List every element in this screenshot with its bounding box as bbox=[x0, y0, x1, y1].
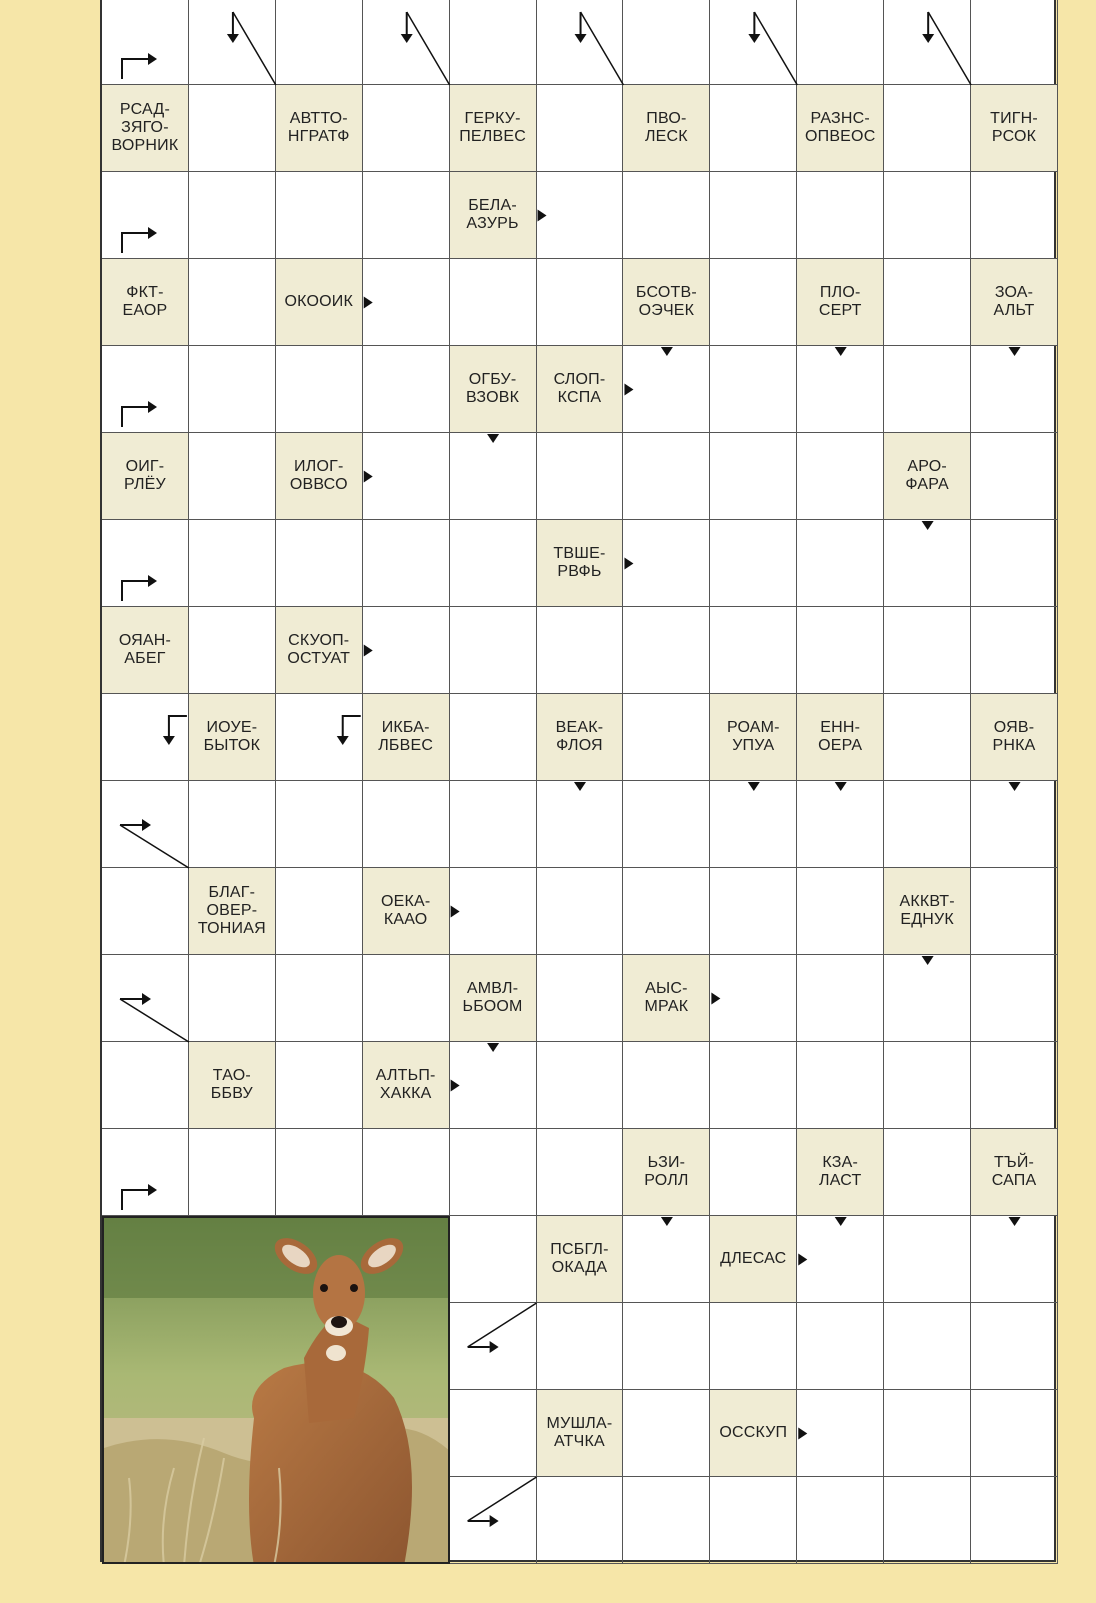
answer-cell[interactable] bbox=[971, 607, 1058, 694]
answer-cell[interactable] bbox=[450, 607, 537, 694]
answer-cell[interactable] bbox=[884, 0, 971, 85]
answer-cell[interactable] bbox=[971, 520, 1058, 607]
answer-cell[interactable] bbox=[623, 346, 710, 433]
answer-cell[interactable] bbox=[797, 607, 884, 694]
answer-cell[interactable] bbox=[884, 1042, 971, 1129]
answer-cell[interactable] bbox=[710, 346, 797, 433]
answer-cell[interactable] bbox=[884, 259, 971, 346]
answer-cell[interactable] bbox=[884, 1303, 971, 1390]
answer-cell[interactable] bbox=[623, 607, 710, 694]
clue-cell: ИЛОГ- ОВВСО bbox=[276, 433, 363, 520]
answer-cell[interactable] bbox=[363, 520, 450, 607]
answer-cell[interactable] bbox=[884, 781, 971, 868]
answer-cell[interactable] bbox=[537, 1477, 624, 1564]
answer-cell[interactable] bbox=[276, 346, 363, 433]
answer-cell[interactable] bbox=[450, 868, 537, 955]
clue-cell: ОЯАН- АБЕГ bbox=[102, 607, 189, 694]
answer-cell[interactable] bbox=[450, 520, 537, 607]
clue-cell: ЕНН- ОЕРА bbox=[797, 694, 884, 781]
answer-cell[interactable] bbox=[971, 955, 1058, 1042]
answer-cell[interactable] bbox=[363, 0, 450, 85]
clue-cell: ИОУЕ- БЫТОК bbox=[189, 694, 276, 781]
answer-cell[interactable] bbox=[450, 1042, 537, 1129]
clue-cell: АККВТ- ЕДНУК bbox=[884, 868, 971, 955]
clue-cell: КЗА- ЛАСТ bbox=[797, 1129, 884, 1216]
clue-cell: ТЪЙ- САПА bbox=[971, 1129, 1058, 1216]
answer-cell[interactable] bbox=[189, 781, 276, 868]
answer-cell[interactable] bbox=[450, 433, 537, 520]
answer-cell[interactable] bbox=[102, 1129, 189, 1216]
answer-cell[interactable] bbox=[797, 868, 884, 955]
answer-cell[interactable] bbox=[710, 607, 797, 694]
answer-cell[interactable] bbox=[623, 781, 710, 868]
answer-cell[interactable] bbox=[102, 520, 189, 607]
answer-cell[interactable] bbox=[189, 607, 276, 694]
answer-cell[interactable] bbox=[797, 346, 884, 433]
answer-cell[interactable] bbox=[276, 172, 363, 259]
answer-cell[interactable] bbox=[450, 1390, 537, 1477]
answer-cell[interactable] bbox=[710, 85, 797, 172]
answer-cell[interactable] bbox=[884, 85, 971, 172]
answer-cell[interactable] bbox=[537, 1042, 624, 1129]
answer-cell[interactable] bbox=[971, 781, 1058, 868]
answer-cell[interactable] bbox=[971, 1477, 1058, 1564]
answer-cell[interactable] bbox=[537, 955, 624, 1042]
answer-cell[interactable] bbox=[537, 433, 624, 520]
answer-cell[interactable] bbox=[102, 694, 189, 781]
answer-cell[interactable] bbox=[363, 259, 450, 346]
answer-cell[interactable] bbox=[537, 259, 624, 346]
answer-cell[interactable] bbox=[450, 259, 537, 346]
answer-cell[interactable] bbox=[797, 1042, 884, 1129]
answer-cell[interactable] bbox=[363, 607, 450, 694]
answer-cell[interactable] bbox=[884, 1129, 971, 1216]
answer-cell[interactable] bbox=[710, 781, 797, 868]
clue-cell: МУШЛА- АТЧКА bbox=[537, 1390, 624, 1477]
answer-cell[interactable] bbox=[971, 346, 1058, 433]
clue-cell: АВТТО- НГРАТФ bbox=[276, 85, 363, 172]
clue-cell: ДЛЕСАС bbox=[710, 1216, 797, 1303]
clue-cell: ОЯВ- РНКА bbox=[971, 694, 1058, 781]
answer-cell[interactable] bbox=[884, 607, 971, 694]
answer-cell[interactable] bbox=[797, 955, 884, 1042]
deer-image bbox=[104, 1218, 450, 1564]
clue-cell: ОССКУП bbox=[710, 1390, 797, 1477]
answer-cell[interactable] bbox=[971, 1216, 1058, 1303]
crossword-board bbox=[100, 0, 1056, 1562]
clue-cell: СЛОП- КСПА bbox=[537, 346, 624, 433]
clue-cell: АЫС- МРАК bbox=[623, 955, 710, 1042]
answer-cell[interactable] bbox=[971, 1303, 1058, 1390]
answer-cell[interactable] bbox=[189, 0, 276, 85]
answer-cell[interactable] bbox=[102, 1042, 189, 1129]
clue-cell: БЛАГ- ОВЕР- ТОНИАЯ bbox=[189, 868, 276, 955]
answer-cell[interactable] bbox=[102, 0, 189, 85]
answer-cell[interactable] bbox=[623, 694, 710, 781]
answer-cell[interactable] bbox=[797, 433, 884, 520]
answer-cell[interactable] bbox=[537, 172, 624, 259]
answer-cell[interactable] bbox=[189, 172, 276, 259]
answer-cell[interactable] bbox=[797, 1390, 884, 1477]
answer-cell[interactable] bbox=[537, 1129, 624, 1216]
answer-cell[interactable] bbox=[450, 1303, 537, 1390]
answer-cell[interactable] bbox=[363, 955, 450, 1042]
answer-cell[interactable] bbox=[884, 346, 971, 433]
answer-cell[interactable] bbox=[710, 955, 797, 1042]
answer-cell[interactable] bbox=[710, 1129, 797, 1216]
clue-cell: ПВО- ЛЕСК bbox=[623, 85, 710, 172]
clue-cell: ИКБА- ЛБВЕС bbox=[363, 694, 450, 781]
answer-cell[interactable] bbox=[363, 85, 450, 172]
answer-cell[interactable] bbox=[797, 1303, 884, 1390]
clue-cell: ПЛО- СЕРТ bbox=[797, 259, 884, 346]
answer-cell[interactable] bbox=[797, 1477, 884, 1564]
answer-cell[interactable] bbox=[450, 0, 537, 85]
answer-cell[interactable] bbox=[710, 172, 797, 259]
answer-cell[interactable] bbox=[623, 0, 710, 85]
answer-cell[interactable] bbox=[537, 868, 624, 955]
answer-cell[interactable] bbox=[797, 172, 884, 259]
clue-cell: СКУОП- ОСТУАТ bbox=[276, 607, 363, 694]
answer-cell[interactable] bbox=[710, 0, 797, 85]
answer-cell[interactable] bbox=[623, 1216, 710, 1303]
answer-cell[interactable] bbox=[710, 433, 797, 520]
answer-cell[interactable] bbox=[276, 1129, 363, 1216]
clue-cell: ГЕРКУ- ПЕЛВЕС bbox=[450, 85, 537, 172]
answer-cell[interactable] bbox=[276, 0, 363, 85]
answer-cell[interactable] bbox=[363, 1129, 450, 1216]
answer-cell[interactable] bbox=[971, 172, 1058, 259]
answer-cell[interactable] bbox=[189, 520, 276, 607]
answer-cell[interactable] bbox=[102, 346, 189, 433]
answer-cell[interactable] bbox=[189, 85, 276, 172]
answer-cell[interactable] bbox=[710, 1477, 797, 1564]
clue-cell: ОЕКА- КААО bbox=[363, 868, 450, 955]
answer-cell[interactable] bbox=[623, 1390, 710, 1477]
clue-cell: ОКООИК bbox=[276, 259, 363, 346]
answer-cell[interactable] bbox=[189, 1129, 276, 1216]
clue-cell: АЛТЬП- ХАККА bbox=[363, 1042, 450, 1129]
clue-cell: РСАД- ЗЯГО- ВОРНИК bbox=[102, 85, 189, 172]
clue-cell: БЕЛА- АЗУРЬ bbox=[450, 172, 537, 259]
answer-cell[interactable] bbox=[102, 868, 189, 955]
clue-cell: ТИГН- РСОК bbox=[971, 85, 1058, 172]
answer-cell[interactable] bbox=[189, 259, 276, 346]
answer-cell[interactable] bbox=[623, 172, 710, 259]
answer-cell[interactable] bbox=[276, 955, 363, 1042]
answer-cell[interactable] bbox=[884, 1390, 971, 1477]
answer-cell[interactable] bbox=[623, 433, 710, 520]
clue-cell: АРО- ФАРА bbox=[884, 433, 971, 520]
answer-cell[interactable] bbox=[450, 1129, 537, 1216]
answer-cell[interactable] bbox=[102, 955, 189, 1042]
clue-cell: ТВШЕ- РВФЬ bbox=[537, 520, 624, 607]
answer-cell[interactable] bbox=[710, 259, 797, 346]
clue-cell: ОГБУ- ВЗОВК bbox=[450, 346, 537, 433]
answer-cell[interactable] bbox=[363, 781, 450, 868]
answer-cell[interactable] bbox=[884, 1216, 971, 1303]
answer-cell[interactable] bbox=[537, 85, 624, 172]
answer-cell[interactable] bbox=[971, 433, 1058, 520]
answer-cell[interactable] bbox=[537, 607, 624, 694]
answer-cell[interactable] bbox=[797, 520, 884, 607]
answer-cell[interactable] bbox=[971, 868, 1058, 955]
answer-cell[interactable] bbox=[363, 433, 450, 520]
clue-cell: ЬЗИ- РОЛЛ bbox=[623, 1129, 710, 1216]
answer-cell[interactable] bbox=[971, 0, 1058, 85]
answer-cell[interactable] bbox=[971, 1390, 1058, 1477]
answer-cell[interactable] bbox=[276, 781, 363, 868]
answer-cell[interactable] bbox=[189, 346, 276, 433]
answer-cell[interactable] bbox=[797, 0, 884, 85]
answer-cell[interactable] bbox=[537, 781, 624, 868]
answer-cell[interactable] bbox=[450, 1477, 537, 1564]
answer-cell[interactable] bbox=[363, 346, 450, 433]
clue-cell: БСОТВ- ОЭЧЕК bbox=[623, 259, 710, 346]
answer-cell[interactable] bbox=[189, 433, 276, 520]
answer-cell[interactable] bbox=[276, 1042, 363, 1129]
answer-cell[interactable] bbox=[363, 172, 450, 259]
answer-cell[interactable] bbox=[623, 868, 710, 955]
clue-cell: РОАМ- УПУА bbox=[710, 694, 797, 781]
answer-cell[interactable] bbox=[710, 1042, 797, 1129]
answer-cell[interactable] bbox=[102, 172, 189, 259]
clue-cell: ЗОА- АЛЬТ bbox=[971, 259, 1058, 346]
answer-cell[interactable] bbox=[450, 1216, 537, 1303]
clue-cell: ПСБГЛ- ОКАДА bbox=[537, 1216, 624, 1303]
answer-cell[interactable] bbox=[537, 1303, 624, 1390]
answer-cell[interactable] bbox=[710, 1303, 797, 1390]
answer-cell[interactable] bbox=[189, 955, 276, 1042]
answer-cell[interactable] bbox=[623, 1477, 710, 1564]
clue-cell: ТАО- ББВУ bbox=[189, 1042, 276, 1129]
answer-cell[interactable] bbox=[450, 694, 537, 781]
clue-cell: РАЗНС- ОПВЕОС bbox=[797, 85, 884, 172]
answer-cell[interactable] bbox=[623, 1303, 710, 1390]
clue-cell: ОИГ- РЛЁУ bbox=[102, 433, 189, 520]
answer-cell[interactable] bbox=[797, 781, 884, 868]
answer-cell[interactable] bbox=[450, 781, 537, 868]
answer-cell[interactable] bbox=[276, 694, 363, 781]
answer-cell[interactable] bbox=[623, 1042, 710, 1129]
clue-cell: ВЕАК- ФЛОЯ bbox=[537, 694, 624, 781]
answer-cell[interactable] bbox=[971, 1042, 1058, 1129]
clue-cell: АМВЛ- ЬБООМ bbox=[450, 955, 537, 1042]
answer-cell[interactable] bbox=[884, 694, 971, 781]
answer-cell[interactable] bbox=[884, 955, 971, 1042]
answer-cell[interactable] bbox=[102, 781, 189, 868]
answer-cell[interactable] bbox=[884, 1477, 971, 1564]
answer-cell[interactable] bbox=[623, 520, 710, 607]
answer-cell[interactable] bbox=[797, 1216, 884, 1303]
answer-cell[interactable] bbox=[276, 868, 363, 955]
answer-cell[interactable] bbox=[710, 520, 797, 607]
answer-cell[interactable] bbox=[276, 520, 363, 607]
deer-photo bbox=[102, 1216, 450, 1564]
clue-cell: ФКТ- ЕАОР bbox=[102, 259, 189, 346]
answer-cell[interactable] bbox=[884, 520, 971, 607]
answer-cell[interactable] bbox=[537, 0, 624, 85]
answer-cell[interactable] bbox=[710, 868, 797, 955]
answer-cell[interactable] bbox=[884, 172, 971, 259]
